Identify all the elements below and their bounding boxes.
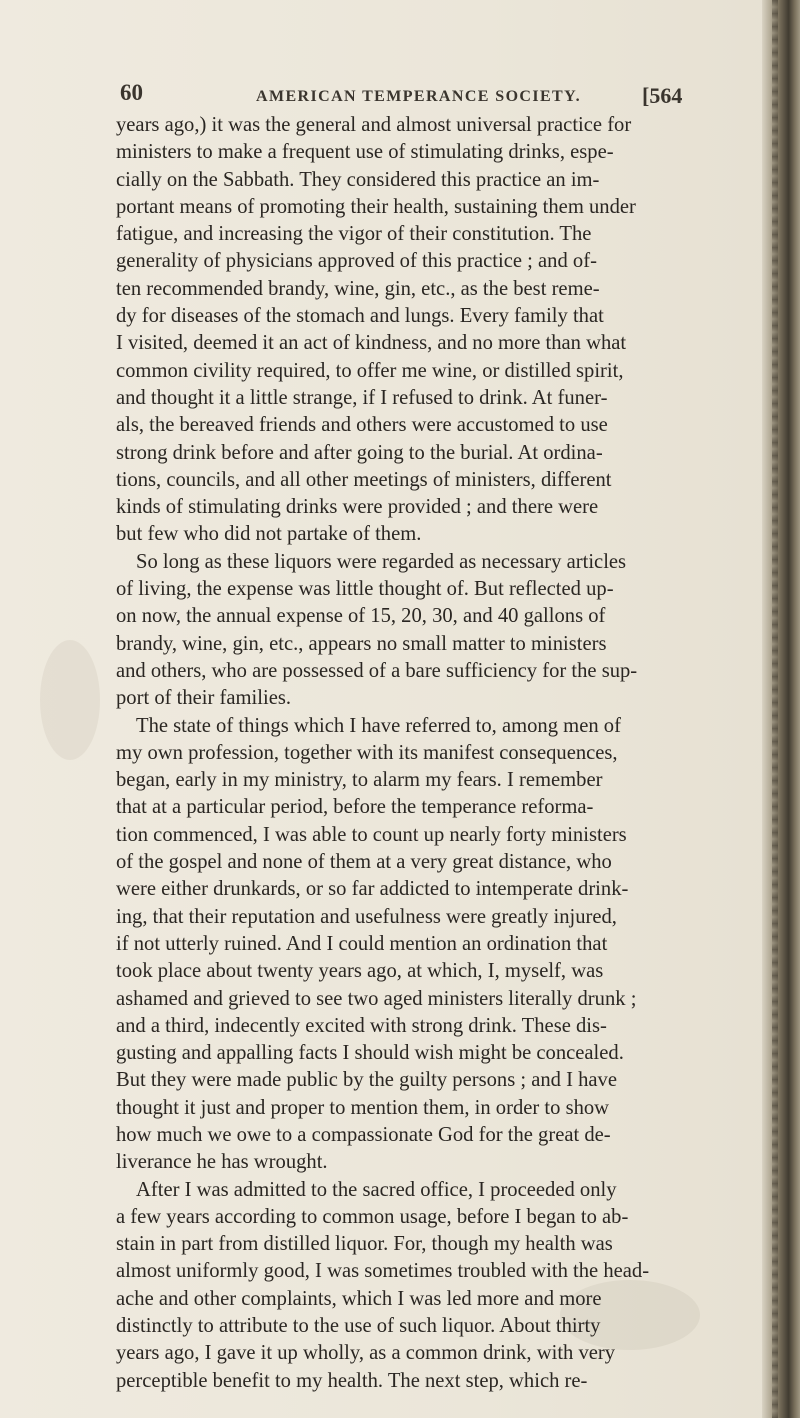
text-line: and thought it a little strange, if I refused to drink. At funer-: [116, 386, 608, 409]
text-line: cially on the Sabbath. They considered this practice an im-: [116, 168, 600, 191]
paragraph-start-line: After I was admitted to the sacred office, I proceeded only: [136, 1178, 617, 1201]
text-line: ache and other complaints, which I was led more and more: [116, 1287, 602, 1310]
text-line: but few who did not partake of them.: [116, 523, 422, 546]
text-line: dy for diseases of the stomach and lungs. Every family that: [116, 305, 604, 328]
text-line: a few years according to common usage, before I began to ab-: [116, 1205, 629, 1228]
text-line: that at a particular period, before the temperance reforma-: [116, 796, 594, 819]
text-line: on now, the annual expense of 15, 20, 30, and 40 gallons of: [116, 605, 606, 628]
text-line: ing, that their reputation and usefulness were greatly injured,: [116, 905, 617, 928]
text-line: perceptible benefit to my health. The next step, which re-: [116, 1369, 588, 1392]
text-line: ministers to make a frequent use of stimulating drinks, espe-: [116, 141, 614, 164]
text-line: began, early in my ministry, to alarm my fears. I remember: [116, 769, 603, 792]
text-line: tions, councils, and all other meetings of ministers, different: [116, 468, 612, 491]
text-line: generality of physicians approved of this practice ; and of-: [116, 250, 597, 273]
paragraph-start-line: The state of things which I have referred to, among men of: [136, 714, 621, 737]
text-line: strong drink before and after going to the burial. At ordina-: [116, 441, 603, 464]
text-line: of the gospel and none of them at a very great distance, who: [116, 851, 612, 874]
text-line: took place about twenty years ago, at which, I, myself, was: [116, 960, 604, 983]
text-line: als, the bereaved friends and others were accustomed to use: [116, 414, 608, 437]
text-line: common civility required, to offer me wine, or distilled spirit,: [116, 359, 624, 382]
text-line: ten recommended brandy, wine, gin, etc., as the best reme-: [116, 277, 600, 300]
text-line: fatigue, and increasing the vigor of their constitution. The: [116, 223, 592, 246]
text-line: stain in part from distilled liquor. For, though my health was: [116, 1233, 613, 1256]
text-line: tion commenced, I was able to count up nearly forty ministers: [116, 823, 627, 846]
text-line: my own profession, together with its manifest consequences,: [116, 741, 618, 764]
text-line: and others, who are possessed of a bare sufficiency for the sup-: [116, 659, 638, 682]
section-reference: [564: [642, 83, 683, 108]
text-line: distinctly to attribute to the use of such liquor. About thirty: [116, 1315, 601, 1338]
paragraph-start-line: So long as these liquors were regarded as necessary articles: [136, 550, 627, 573]
text-line: I visited, deemed it an act of kindness, and no more than what: [116, 332, 627, 355]
text-line: how much we owe to a compassionate God for the great de-: [116, 1123, 611, 1146]
text-line: ashamed and grieved to see two aged ministers literally drunk ;: [116, 987, 637, 1010]
text-line: years ago, I gave it up wholly, as a common drink, with very: [116, 1342, 616, 1365]
text-line: kinds of stimulating drinks were provided ; and there were: [116, 496, 599, 519]
text-line: gusting and appalling facts I should wish might be concealed.: [116, 1042, 624, 1065]
page-stain: [40, 640, 100, 760]
text-line: portant means of promoting their health, sustaining them under: [116, 195, 636, 218]
running-head: AMERICAN TEMPERANCE SOCIETY.: [256, 88, 582, 105]
text-line: years ago,) it was the general and almost universal practice for: [116, 114, 632, 136]
text-line: But they were made public by the guilty persons ; and I have: [116, 1069, 617, 1092]
text-line: liverance he has wrought.: [116, 1151, 328, 1174]
text-line: thought it just and proper to mention them, in order to show: [116, 1096, 610, 1119]
text-line: almost uniformly good, I was sometimes troubled with the head-: [116, 1260, 650, 1283]
book-binding-edge: [762, 0, 800, 1418]
text-line: if not utterly ruined. And I could mention an ordination that: [116, 932, 608, 955]
text-line: of living, the expense was little thought of. But reflected up-: [116, 578, 614, 601]
text-line: port of their families.: [116, 687, 291, 710]
text-line: and a third, indecently excited with strong drink. These dis-: [116, 1014, 607, 1037]
body-text: [116, 112, 748, 1395]
text-line: were either drunkards, or so far addicted to intemperate drink-: [116, 878, 629, 901]
text-line: brandy, wine, gin, etc., appears no small matter to ministers: [116, 632, 607, 655]
page-number: 60: [120, 80, 143, 105]
